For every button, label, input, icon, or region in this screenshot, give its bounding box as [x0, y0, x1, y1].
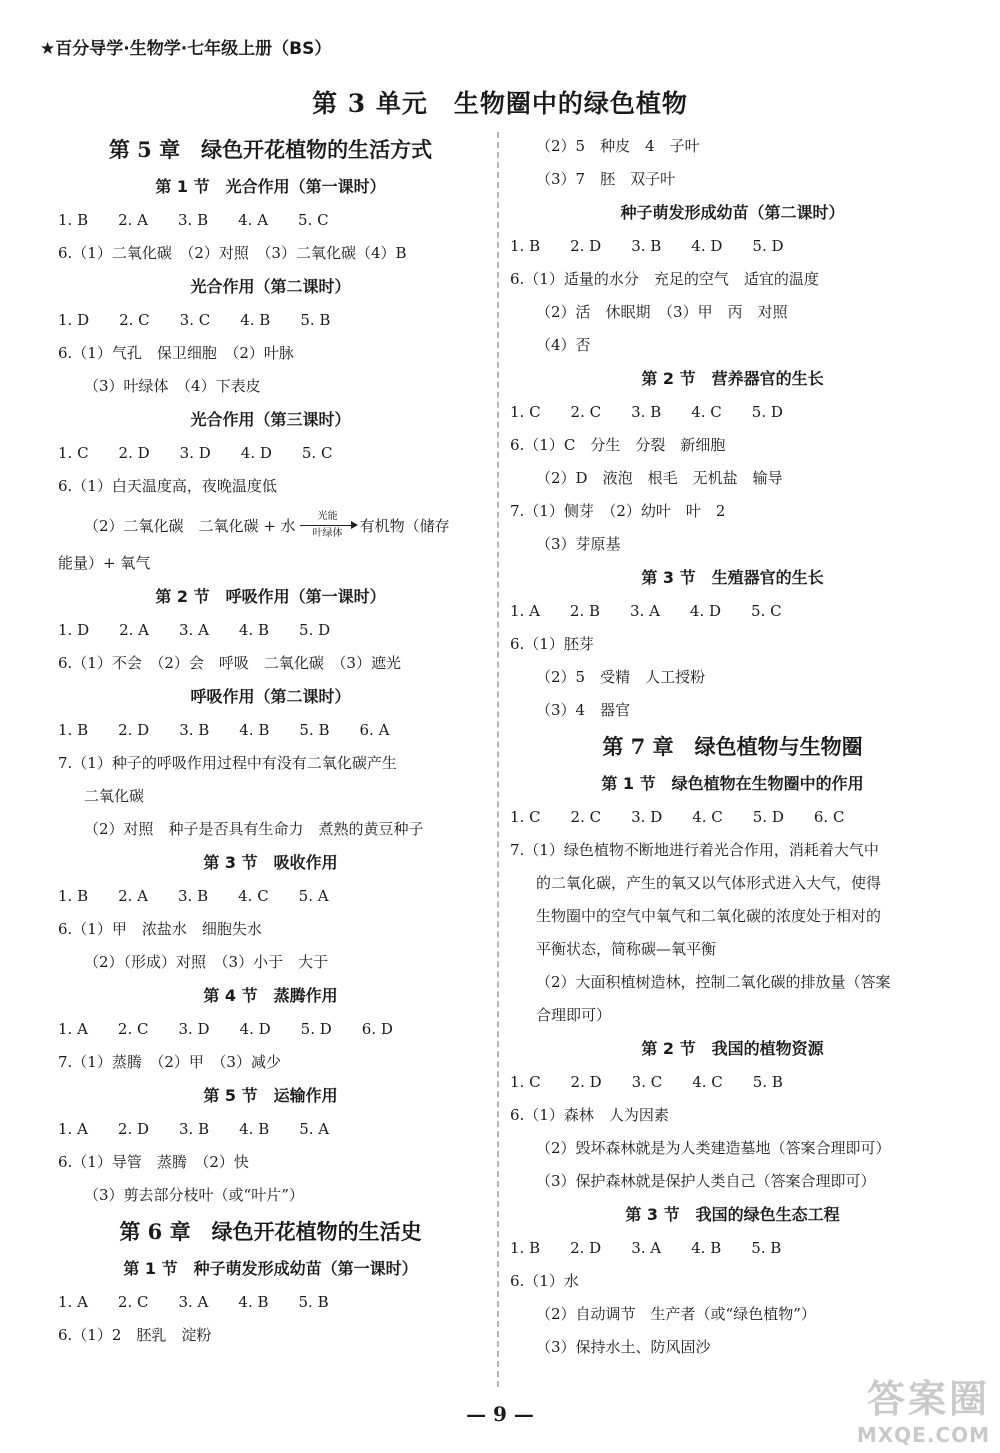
answer-line: （3）叶绿体 （4）下表皮: [84, 377, 261, 395]
page-number: — 9 —: [466, 1402, 534, 1426]
answer-line: 1. C 2. C 3. B 4. C 5. D: [510, 403, 783, 421]
reaction-condition: 光能: [317, 510, 338, 522]
answer-line: 7.（1）蒸腾 （2）甲 （3）减少: [58, 1053, 281, 1071]
answer-line: 1. A 2. D 3. B 4. B 5. A: [58, 1120, 330, 1138]
answer-line: 二氧化碳: [84, 787, 145, 805]
section-heading: 第 2 节 呼吸作用（第一课时）: [155, 587, 386, 606]
answer-line: 1. B 2. D 3. B 4. D 5. D: [510, 237, 784, 255]
answer-line: 能量）+ 氧气: [58, 554, 151, 572]
answer-line: 1. A 2. C 3. A 4. B 5. B: [58, 1293, 329, 1311]
answer-line: 1. B 2. A 3. B 4. A 5. C: [58, 211, 329, 229]
section-heading: 第 1 节 光合作用（第一课时）: [155, 177, 386, 196]
answer-line: （3）剪去部分枝叶（或“叶片”）: [84, 1186, 304, 1204]
answer-line: 6.（1）甲 浓盐水 细胞失水: [58, 920, 262, 938]
equation-products: 有机物（储存: [359, 516, 450, 535]
section-heading: 第 2 节 我国的植物资源: [641, 1039, 824, 1058]
answer-line: 6.（1）C 分生 分裂 新细胞: [510, 436, 726, 454]
section-heading: 光合作用（第二课时）: [190, 277, 351, 296]
answer-line: 1. B 2. A 3. B 4. C 5. A: [58, 887, 329, 905]
answer-line: （3）7 胚 双子叶: [536, 170, 676, 188]
equation-line: [58, 503, 483, 547]
answer-line: 1. C 2. D 3. D 4. D 5. C: [58, 444, 333, 462]
column-divider: [497, 132, 499, 1387]
answer-line: 1. D 2. A 3. A 4. B 5. D: [58, 621, 331, 639]
answer-line: （3）保护森林就是保护人类自己（答案合理即可）: [536, 1172, 876, 1190]
answer-line: 1. C 2. D 3. C 4. C 5. B: [510, 1073, 783, 1091]
answer-line: 7.（1）绿色植物不断地进行着光合作用，消耗着大气中: [510, 841, 879, 859]
section-heading: 第 1 节 种子萌发形成幼苗（第一课时）: [123, 1259, 418, 1278]
answer-line: 7.（1）种子的呼吸作用过程中有没有二氧化碳产生: [58, 754, 397, 772]
answer-line: （3）4 器官: [536, 701, 631, 719]
answer-line: 合理即可）: [536, 1006, 612, 1024]
answer-line: 6.（1）2 胚乳 淀粉: [58, 1326, 212, 1344]
answer-line: 6.（1）气孔 保卫细胞 （2）叶脉: [58, 344, 294, 362]
answer-line: （3）芽原基: [536, 535, 621, 553]
answer-line: 1. D 2. C 3. C 4. B 5. B: [58, 311, 331, 329]
answer-line: 1. B 2. D 3. B 4. B 5. B 6. A: [58, 721, 390, 739]
answer-line: （2）（形成）对照 （3）小于 大于: [84, 953, 329, 971]
section-heading: 第 1 节 绿色植物在生物圈中的作用: [601, 774, 864, 793]
equation-reactants: （2）二氧化碳 二氧化碳 + 水: [84, 516, 296, 535]
reaction-site: 叶绿体: [312, 527, 343, 539]
answer-line: 生物圈中的空气中氧气和二氧化碳的浓度处于相对的: [536, 907, 882, 925]
watermark-url: MXQE.COM: [856, 1423, 990, 1447]
answer-line: 6.（1）森林 人为因素: [510, 1106, 669, 1124]
section-heading: 第 3 节 生殖器官的生长: [641, 568, 824, 587]
reaction-arrow-icon: [300, 511, 356, 540]
section-heading: 第 3 节 我国的绿色生态工程: [625, 1205, 840, 1224]
section-heading: 第 4 节 蒸腾作用: [203, 986, 338, 1005]
unit-title: 第 3 单元 生物圈中的绿色植物: [312, 89, 688, 118]
chapter-heading: 第 5 章 绿色开花植物的生活方式: [108, 137, 433, 162]
section-heading: 第 2 节 营养器官的生长: [641, 369, 824, 388]
answer-line: 1. A 2. B 3. A 4. D 5. C: [510, 602, 782, 620]
answer-line: 1. C 2. C 3. D 4. C 5. D 6. C: [510, 808, 845, 826]
answer-line: 6.（1）胚芽: [510, 635, 594, 653]
answer-line: 平衡状态，简称碳—氧平衡: [536, 940, 717, 958]
answer-line: 6.（1）适量的水分 充足的空气 适宜的温度: [510, 270, 819, 288]
answer-line: 6.（1）水: [510, 1272, 579, 1290]
watermark-logo: [857, 1368, 990, 1447]
answer-line: （2）D 液泡 根毛 无机盐 输导: [536, 469, 783, 487]
answer-line: （2）自动调节 生产者（或“绿色植物”）: [536, 1305, 816, 1323]
answer-line: （4）否: [536, 336, 591, 354]
chapter-heading: 第 6 章 绿色开花植物的生活史: [119, 1219, 422, 1244]
section-heading: 光合作用（第三课时）: [190, 410, 351, 429]
right-column: [510, 130, 955, 1364]
book-header: ★百分导学·生物学·七年级上册（BS）: [40, 39, 332, 59]
answer-line: （2）对照 种子是否具有生命力 煮熟的黄豆种子: [84, 820, 424, 838]
answer-line: 6.（1）二氧化碳 （2）对照 （3）二氧化碳（4）B: [58, 244, 407, 262]
section-heading: 第 3 节 吸收作用: [203, 853, 338, 872]
answer-line: （2）毁坏森林就是为人类建造墓地（答案合理即可）: [536, 1139, 891, 1157]
answer-line: （2）大面积植树造林，控制二氧化碳的排放量（答案: [536, 973, 891, 991]
answer-line: （2）活 休眠期 （3）甲 丙 对照: [536, 303, 788, 321]
section-heading: 第 5 节 运输作用: [203, 1086, 338, 1105]
chapter-heading: 第 7 章 绿色植物与生物圈: [602, 734, 863, 759]
section-heading: 呼吸作用（第二课时）: [190, 687, 351, 706]
answer-line: 1. B 2. D 3. A 4. B 5. B: [510, 1239, 782, 1257]
answer-line: 1. A 2. C 3. D 4. D 5. D 6. D: [58, 1020, 393, 1038]
answer-line: （2）5 种皮 4 子叶: [536, 137, 700, 155]
answer-line: 的二氧化碳，产生的氧又以气体形式进入大气，使得: [536, 874, 882, 892]
section-heading: 种子萌发形成幼苗（第二课时）: [620, 203, 845, 222]
answer-line: 6.（1）导管 蒸腾 （2）快: [58, 1153, 249, 1171]
answer-line: （2）5 受精 人工授粉: [536, 668, 706, 686]
left-column: [58, 130, 483, 1352]
answer-line: 7.（1）侧芽 （2）幼叶 叶 2: [510, 502, 726, 520]
answer-line: 6.（1）不会 （2）会 呼吸 二氧化碳 （3）遮光: [58, 654, 401, 672]
answer-line: （3）保持水土、防风固沙: [536, 1338, 711, 1356]
answer-line: 6.（1）白天温度高，夜晚温度低: [58, 477, 277, 495]
watermark-text: 答案圈: [866, 1377, 990, 1421]
